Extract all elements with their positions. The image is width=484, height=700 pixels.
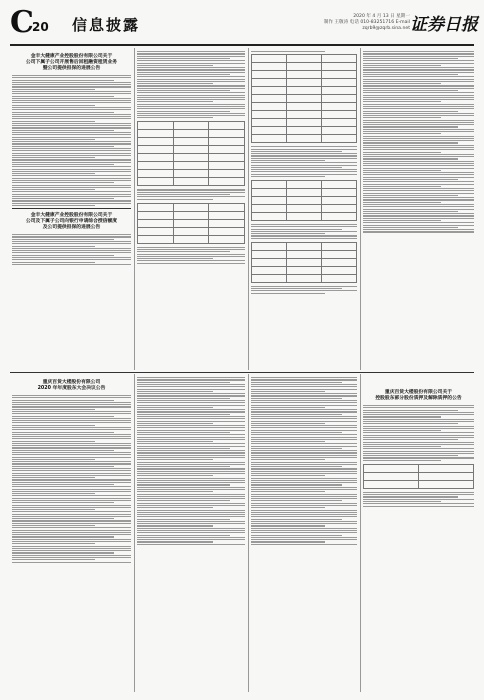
article-column — [363, 50, 474, 368]
column-divider — [134, 48, 135, 370]
header-meta — [280, 14, 410, 32]
article-column — [137, 50, 245, 368]
page-number: 20 — [32, 20, 49, 34]
article-column — [12, 50, 131, 368]
page-letter: C — [10, 5, 34, 40]
article-body — [251, 286, 357, 294]
article-body — [363, 492, 474, 507]
section-rule — [10, 372, 474, 373]
data-table — [251, 242, 357, 283]
data-table — [251, 54, 357, 143]
article-column — [12, 376, 131, 692]
masthead — [10, 5, 478, 42]
article-body — [137, 51, 245, 118]
article-column — [251, 376, 357, 692]
article-title: 金丰大健康产业控股股份有限公司关于 公司下属子公司开展售后回租融资租赁业务 暨公司提供担保的进展公告 — [25, 54, 118, 71]
column-divider — [360, 374, 361, 692]
article-body — [251, 224, 357, 239]
article-title: 重庆百货大楼股份有限公司 2020 年年度股东大会决议公告 — [37, 380, 106, 391]
data-table — [251, 180, 357, 221]
newspaper-logo: 证券日报 — [410, 15, 478, 35]
article-body — [12, 395, 131, 563]
data-table — [137, 203, 245, 244]
article-title: 金丰大健康产业控股股份有限公司关于 公司及下属子公司向银行申请综合授信额度 及公司提供担保的进展公告 — [25, 213, 118, 231]
column-divider — [360, 48, 361, 370]
article-body — [251, 377, 357, 545]
masthead-rule — [10, 44, 474, 46]
article-body — [12, 234, 131, 265]
column-divider — [248, 48, 249, 370]
article-column — [363, 376, 474, 692]
article-body — [137, 377, 245, 545]
data-table — [137, 121, 245, 186]
article-column — [251, 50, 357, 368]
article-body — [363, 405, 474, 461]
article-title: 重庆百货大楼股份有限公司关于 控股股东部分股份质押及解除质押的公告 — [375, 390, 462, 401]
article-column — [137, 376, 245, 692]
article-separator — [12, 208, 131, 209]
column-divider — [134, 374, 135, 692]
column-divider — [248, 374, 249, 692]
section-title: 信息披露 — [72, 16, 141, 34]
article-body — [137, 189, 245, 199]
article-body — [363, 51, 474, 232]
article-body — [12, 75, 131, 206]
contact-line: 制作 王敬涛 电话 010-83251716 E-mail zqrb9@zqrb.sina.net — [323, 20, 410, 31]
data-table — [363, 464, 474, 489]
article-body — [137, 247, 245, 264]
date-line: 2020 年 4 月 13 日 星期一 — [353, 14, 410, 19]
article-body — [251, 146, 357, 177]
